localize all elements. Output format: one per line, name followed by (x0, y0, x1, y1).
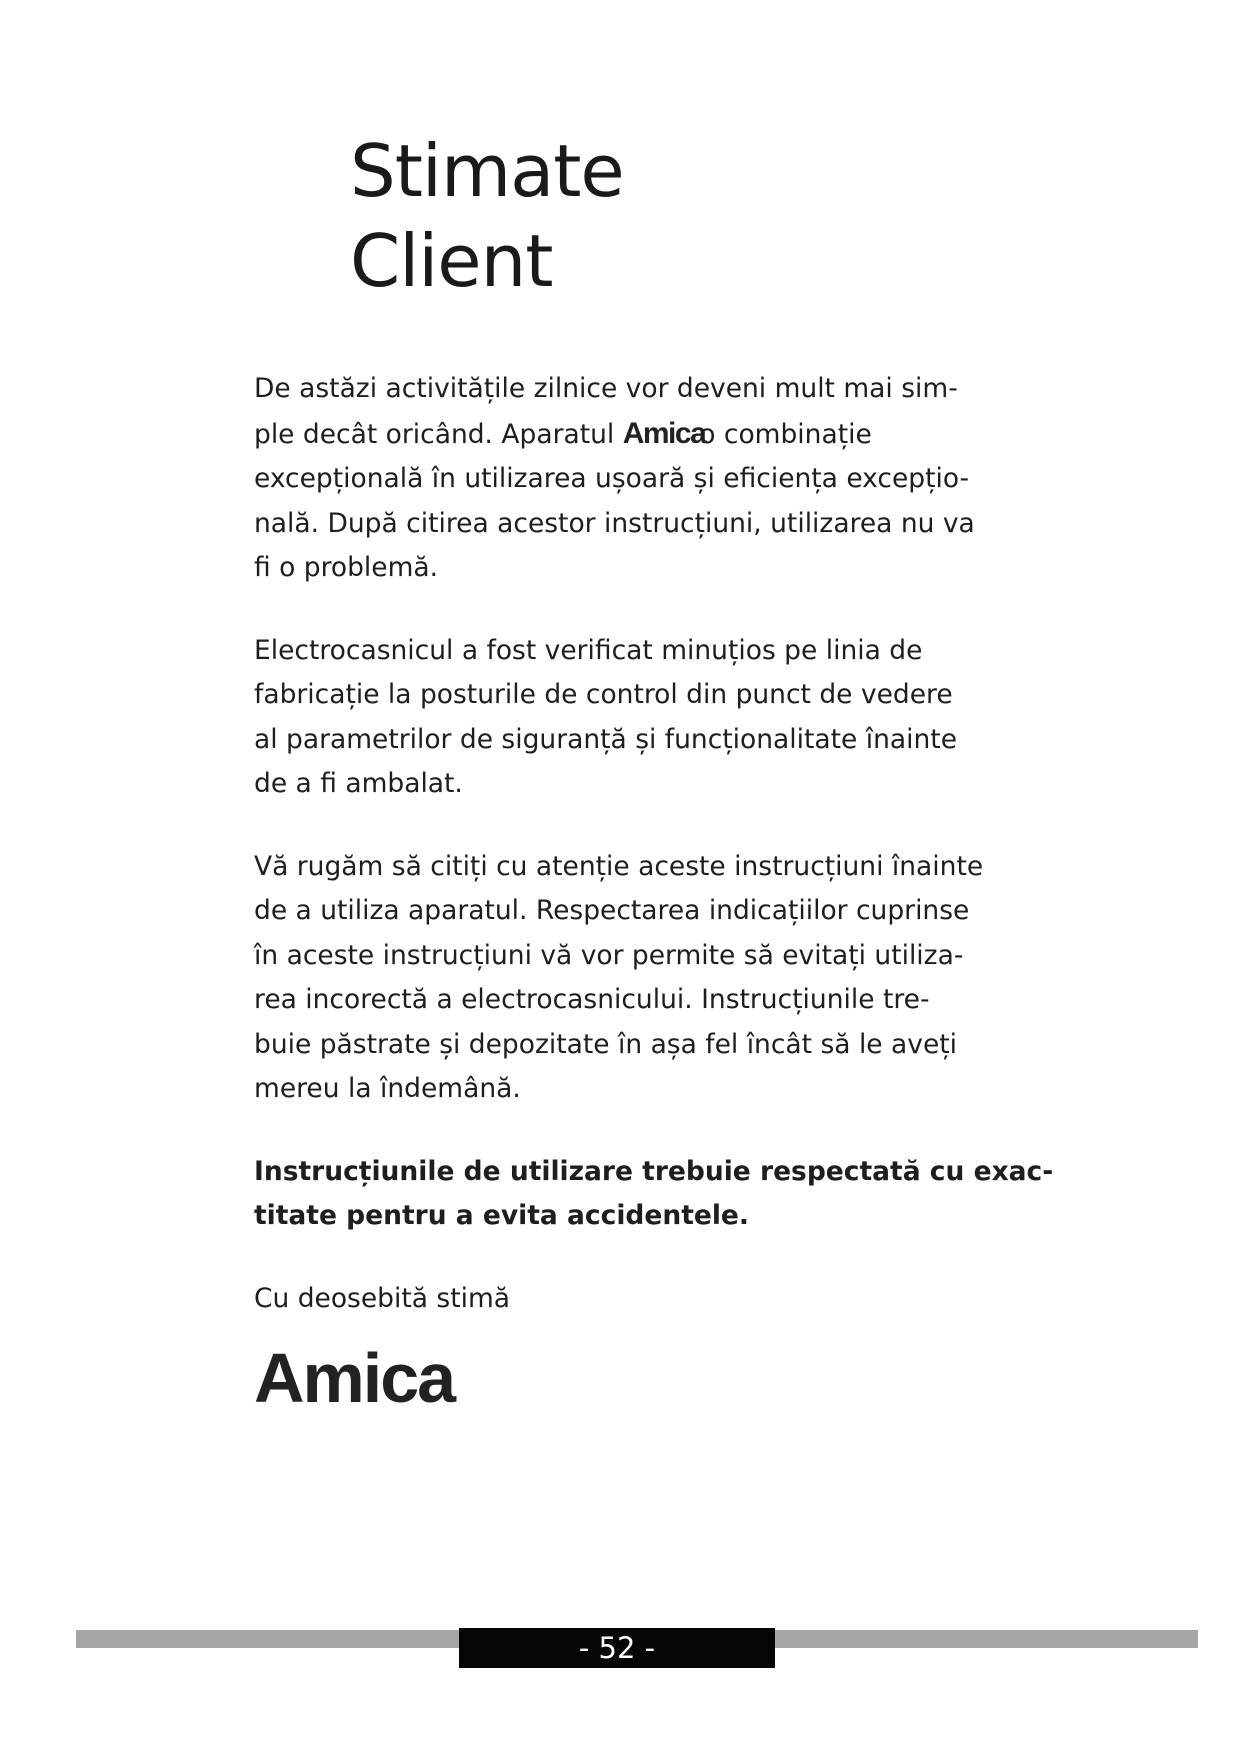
letter-body (254, 367, 1054, 1417)
text-line: rea incorectă a electrocasnicului. Instrucțiunile tre- (254, 984, 930, 1015)
text-line: Vă rugăm să citiți cu atenție aceste instrucțiuni înainte (254, 850, 984, 882)
text-line: de a utiliza aparatul. Respectarea indicațiilor cuprinse (254, 895, 970, 926)
verification-paragraph (254, 629, 994, 807)
text-line: de a fi ambalat. (254, 768, 463, 799)
text-line (254, 412, 994, 458)
text-line: al parametrilor de siguranță și funcționalitate înainte (254, 723, 958, 755)
brand-logo: Amica (254, 1339, 455, 1417)
title-line-2: Client (350, 219, 553, 303)
text-line: fabricație la posturile de control din punct de vedere (254, 679, 953, 710)
text-line: nală. După citirea acestor instrucțiuni, utilizarea nu va (254, 507, 975, 539)
text-line: Instrucțiunile de utilizare trebuie respectată cu exac- (254, 1155, 1054, 1187)
page-number: - 52 - (459, 1628, 775, 1668)
text-line: De astăzi activitățile zilnice vor deveni mult mai sim- (254, 373, 958, 404)
intro-paragraph (254, 367, 994, 591)
text-line: mereu la îndemână. (254, 1073, 521, 1104)
closing-signature: Cu deosebită stimă (254, 1282, 511, 1314)
warning-paragraph (254, 1150, 1054, 1239)
title-line-1: Stimate (350, 129, 624, 213)
text-fragment: o combinație (699, 418, 872, 450)
text-line: buie păstrate și depozitate în așa fel încât să le aveți (254, 1028, 958, 1060)
text-line: Electrocasnicul a fost verificat minuțios pe linia de (254, 634, 923, 666)
text-line: în aceste instrucțiuni vă vor permite să evitați utiliza- (254, 939, 964, 971)
text-line: excepțională în utilizarea ușoară și eficiența excepțio- (254, 463, 970, 494)
inline-brand-logo: Amica (622, 416, 706, 450)
text-line: fi o problemă. (254, 552, 439, 583)
page-title (350, 126, 624, 306)
text-line: titate pentru a evita accidentele. (254, 1200, 749, 1231)
text-fragment: ple decât oricând. Aparatul (254, 418, 623, 450)
instructions-paragraph (254, 845, 994, 1112)
